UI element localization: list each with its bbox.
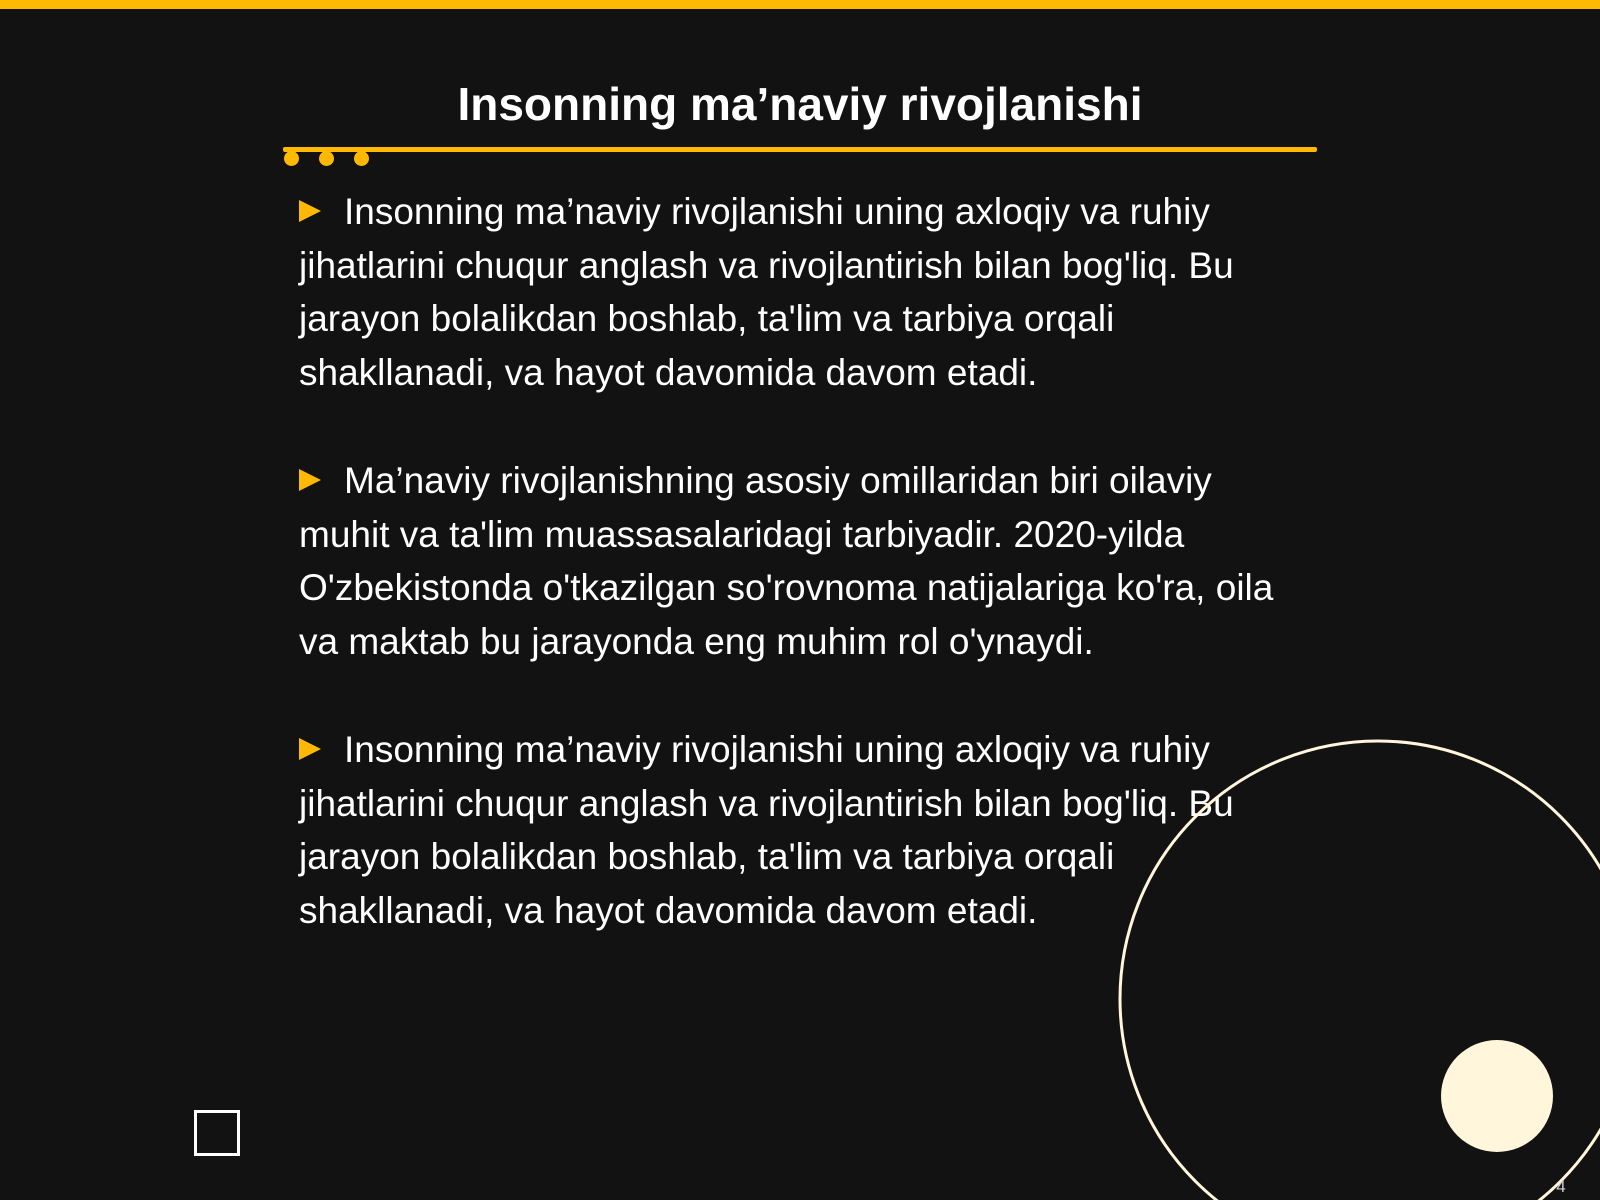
decorative-dot xyxy=(319,151,334,166)
bullet-item xyxy=(299,185,1309,399)
page-number: 4 xyxy=(1556,1177,1566,1196)
decorative-square xyxy=(194,1110,240,1156)
decorative-dot xyxy=(284,151,299,166)
decorative-filled-circle xyxy=(1441,1040,1553,1152)
bullet-text: Insonning ma’naviy rivojlanishi uning axloqiy va ruhiy jihatlarini chuqur anglash va rivojlantirish bilan bog'liq. Bu jarayon bolalikdan boshlab, ta'lim va tarbiya orqali shakllanadi, va hayot davomida davom etadi. xyxy=(299,729,1234,931)
bullet-text: Ma’naviy rivojlanishning asosiy omillaridan biri oilaviy muhit va ta'lim muassasalaridagi tarbiyadir. 2020-yilda O'zbekistonda o'tkazilgan so'rovnoma natijalariga ko'ra, oila va maktab bu jarayonda eng muhim rol o'ynaydi. xyxy=(299,460,1274,662)
triangle-right-icon xyxy=(299,738,321,760)
slide-title: Insonning ma’naviy rivojlanishi xyxy=(457,78,1143,130)
bullet-item xyxy=(299,454,1309,668)
title-underline xyxy=(283,147,1317,152)
triangle-right-icon xyxy=(299,200,321,222)
bullet-item xyxy=(299,723,1309,937)
triangle-right-icon xyxy=(299,469,321,491)
bullet-text: Insonning ma’naviy rivojlanishi uning axloqiy va ruhiy jihatlarini chuqur anglash va rivojlantirish bilan bog'liq. Bu jarayon bolalikdan boshlab, ta'lim va tarbiya orqali shakllanadi, va hayot davomida davom etadi. xyxy=(299,191,1234,393)
decorative-dot xyxy=(354,151,369,166)
bullet-list xyxy=(299,185,1309,992)
top-accent-bar xyxy=(0,0,1600,9)
